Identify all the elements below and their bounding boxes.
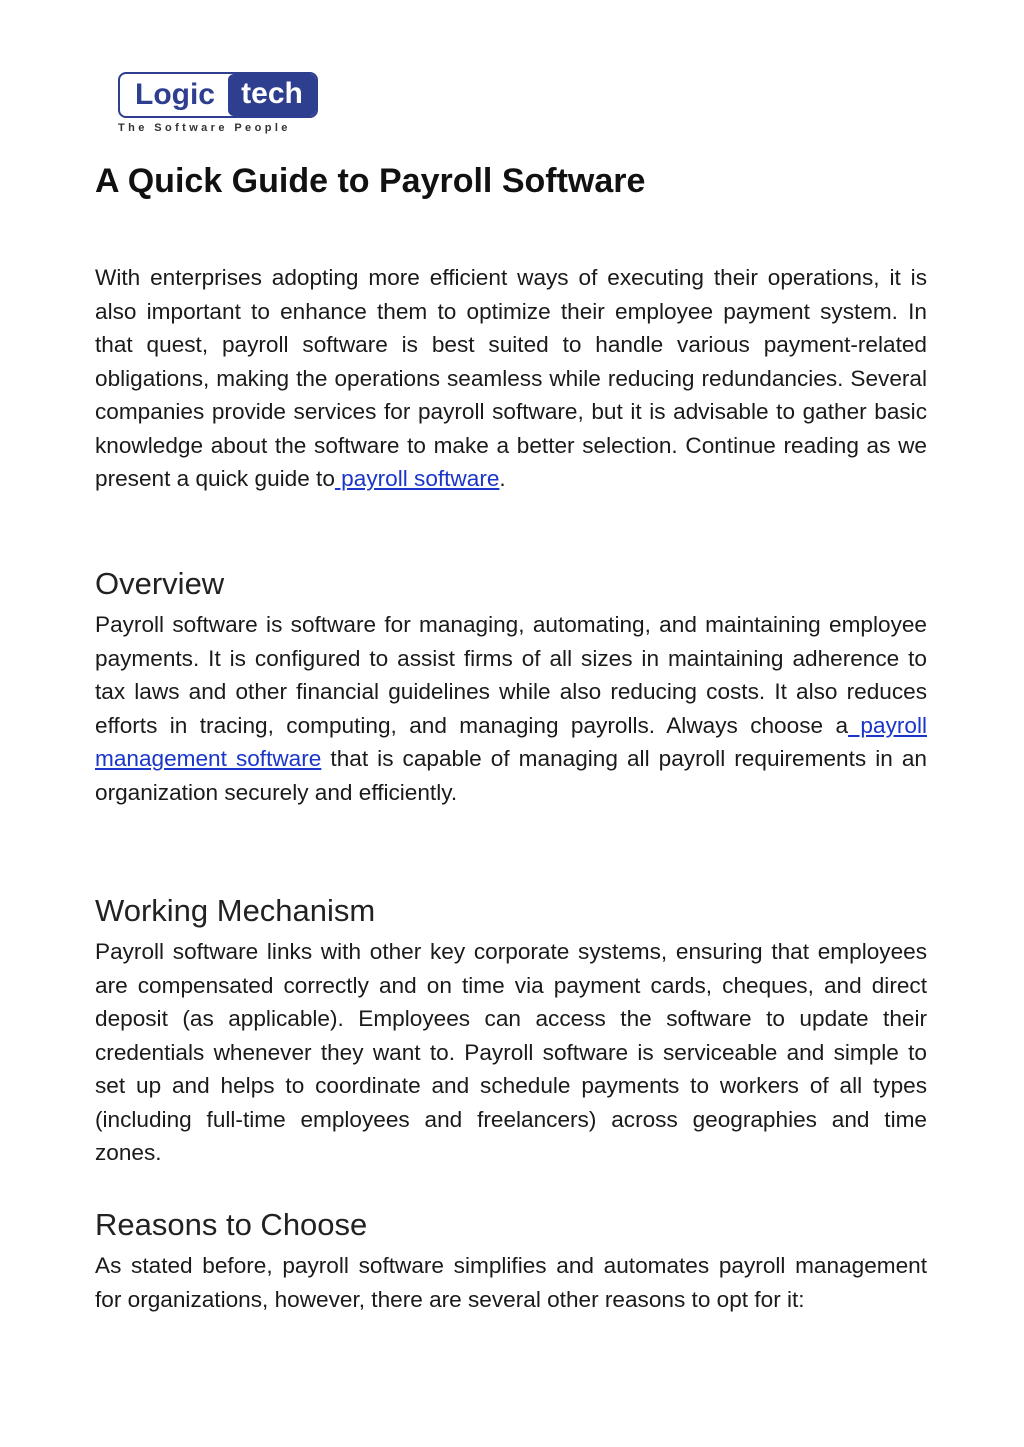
overview-after: that is capable of managing all payroll requirements in an organization securely and efficiently. — [95, 746, 927, 805]
logictech-logo — [118, 72, 322, 140]
overview-paragraph — [95, 608, 927, 809]
logo-box — [118, 72, 318, 118]
reasons-heading: Reasons to Choose — [95, 1207, 368, 1242]
reasons-paragraph: As stated before, payroll software simplifies and automates payroll management for organizations, however, there are several other reasons to opt for it: — [95, 1253, 927, 1312]
logo-left-text: Logic — [135, 78, 215, 111]
payroll-software-link[interactable]: payroll software — [334, 466, 500, 491]
page-title: A Quick Guide to Payroll Software — [95, 162, 646, 200]
logo-right-text: tech — [228, 74, 316, 116]
intro-text: With enterprises adopting more efficient ways of executing their operations, it is also important to enhance them to optimize their employee payment system. In that quest, payroll software is best suited to handle various payment-related obligations, making the operations seamless while reducing redundancies. Several companies provide services for payroll software, but it is advisable to gather basic knowledge about the software to make a better selection. Continue reading as we present a quick guide to — [95, 265, 927, 491]
intro-after: . — [499, 466, 506, 491]
overview-heading: Overview — [95, 566, 225, 601]
working-mechanism-heading: Working Mechanism — [95, 893, 376, 928]
logo-tagline: The Software People — [118, 122, 291, 134]
intro-paragraph — [95, 261, 927, 496]
overview-text: Payroll software is software for managing, automating, and maintaining employee payments. It is configured to assist firms of all sizes in maintaining adherence to tax laws and other financial guidelines while also reducing costs. It also reduces efforts in tracing, computing, and managing payrolls. Always choose a — [95, 612, 927, 738]
working-mechanism-paragraph: Payroll software links with other key corporate systems, ensuring that employees are compensated correctly and on time via payment cards, cheques, and direct deposit (as applicable). Employees can access the software to update their credentials whenever they want to. Payroll software is serviceable and simple to set up and helps to coordinate and schedule payments to workers of all types (including full-time employees and freelancers) across geographies and time zones. — [95, 939, 927, 1165]
payroll-management-software-link[interactable]: payroll management software — [95, 712, 927, 771]
